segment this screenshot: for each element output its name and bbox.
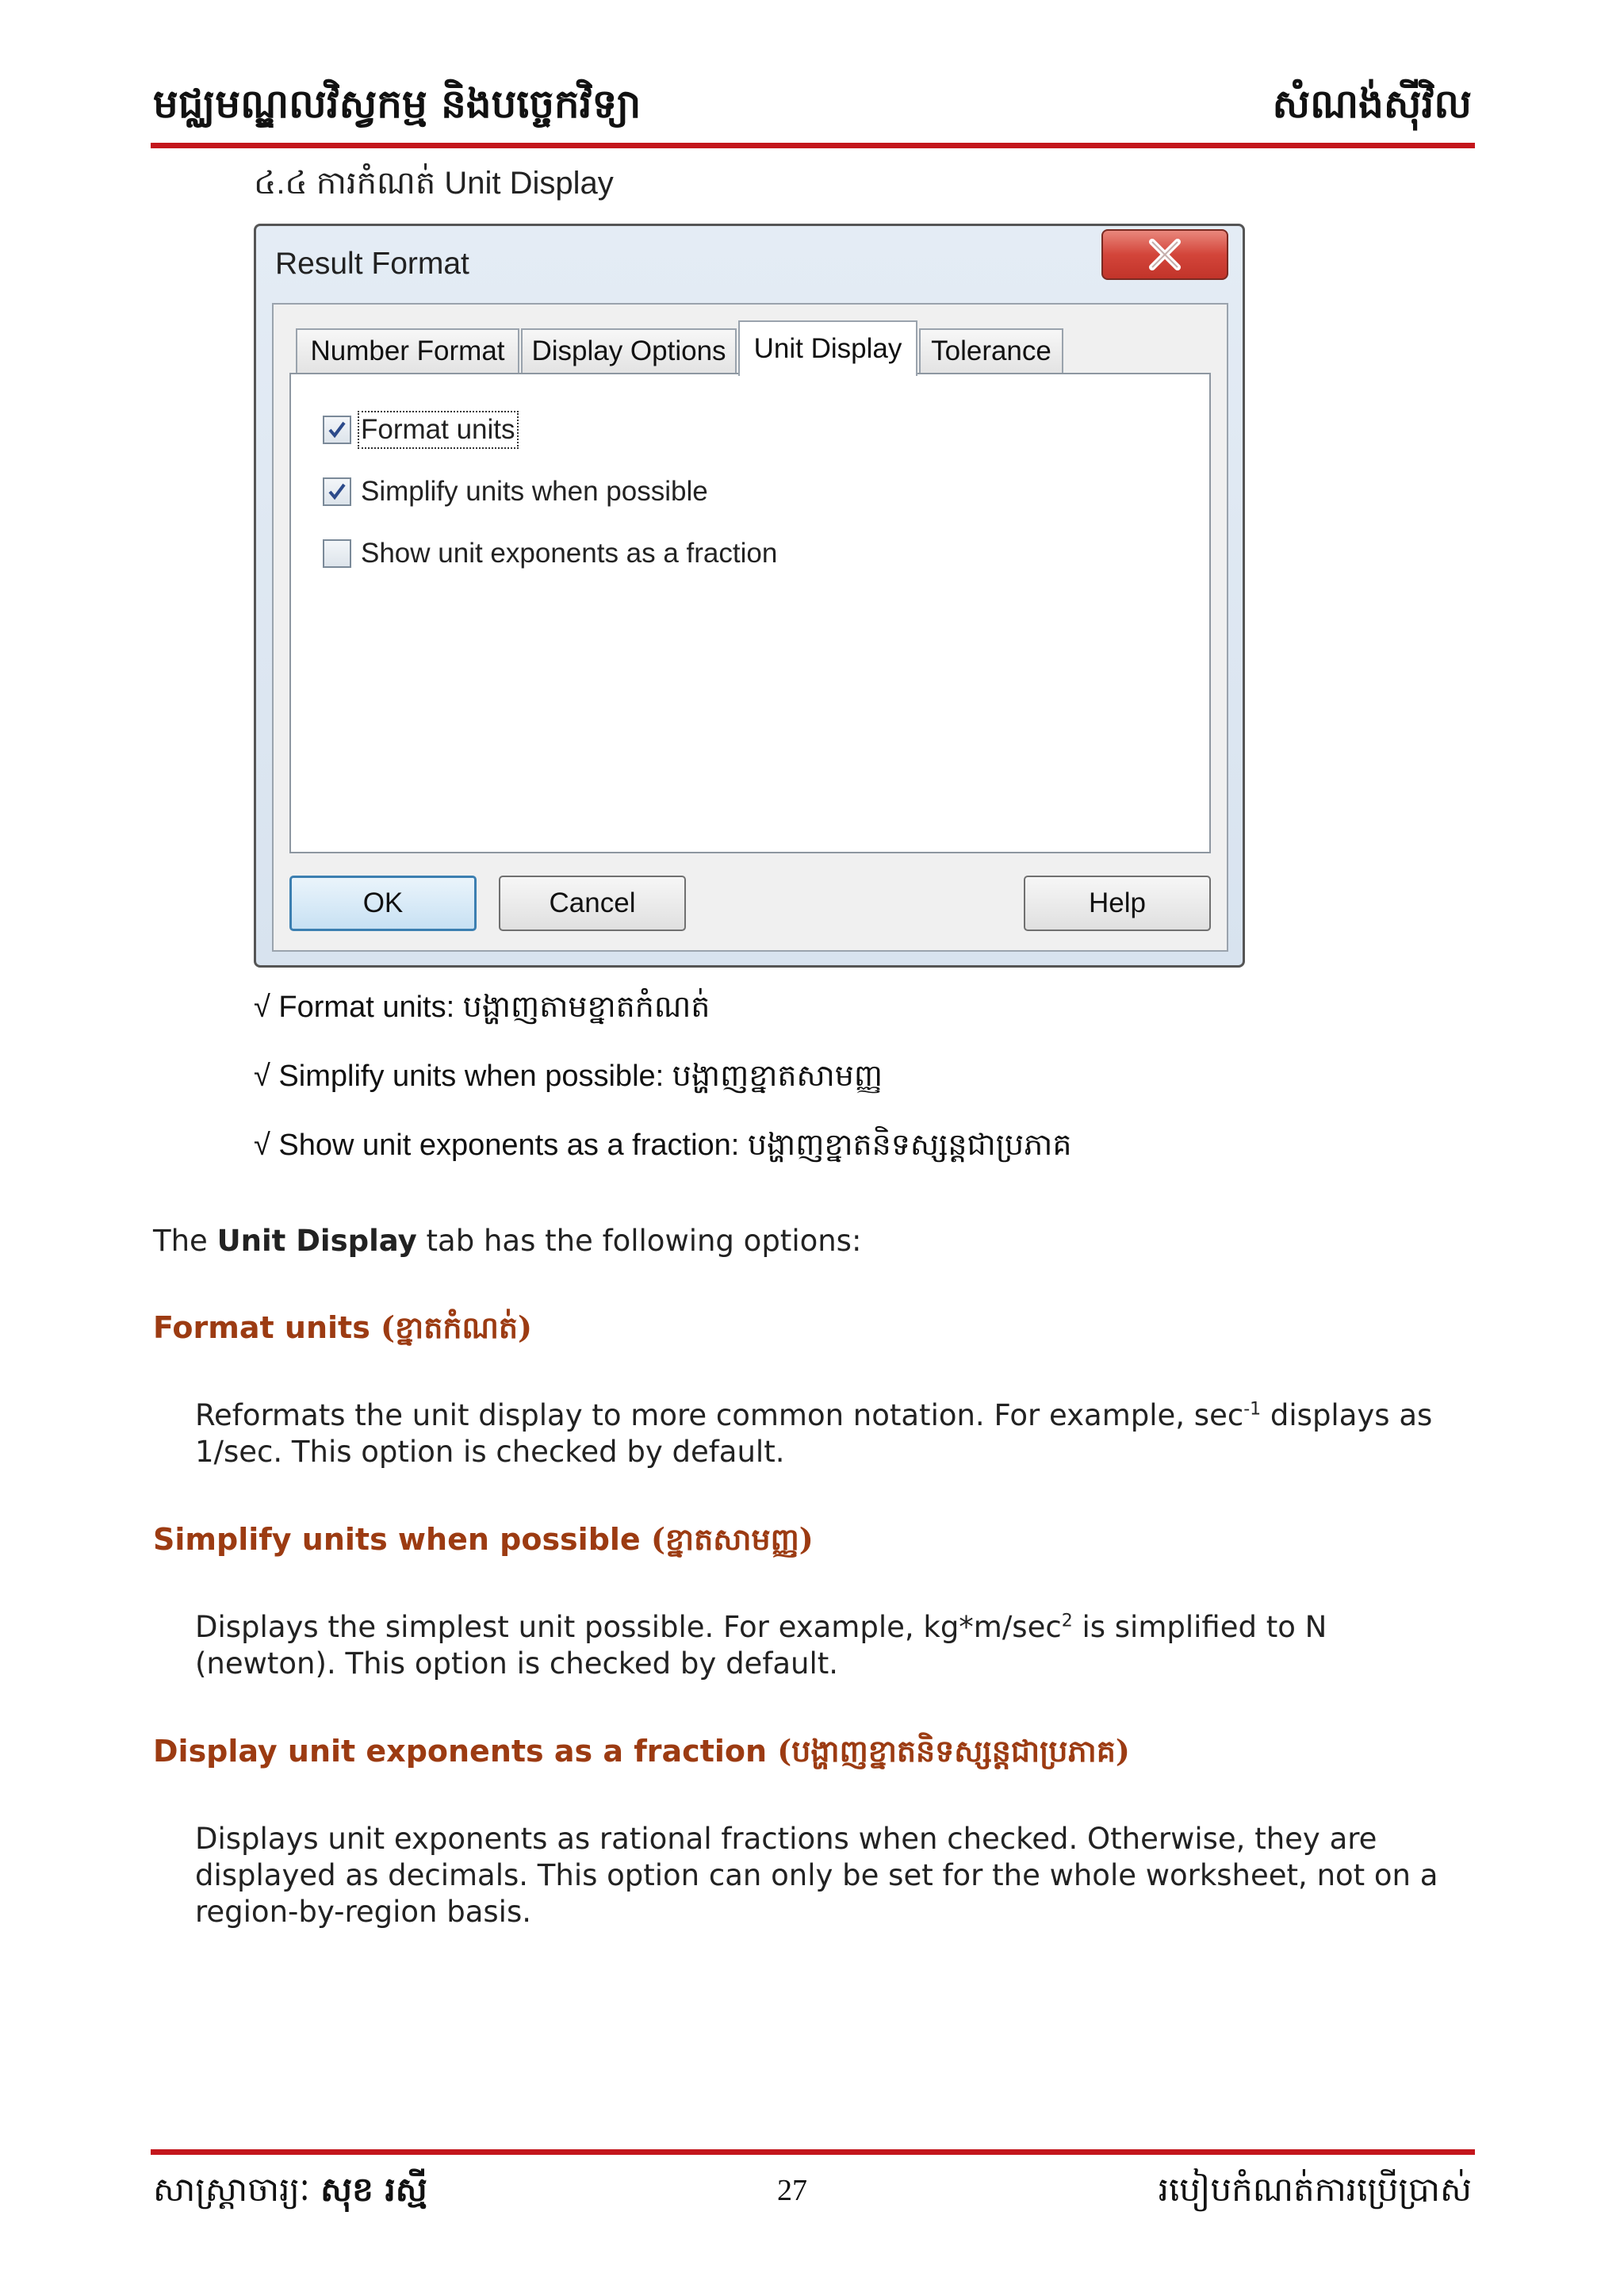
page-number: 27 [777, 2174, 807, 2207]
footer-instructor-label: សាស្ត្រាចារ្យៈ [153, 2170, 310, 2209]
heading-simplify-units [153, 1520, 814, 1565]
cancel-button[interactable]: Cancel [499, 876, 686, 931]
close-icon [1147, 239, 1182, 270]
format-units-label: Format units [361, 414, 515, 445]
superscript: 2 [1061, 1611, 1073, 1631]
tab-number-format[interactable]: Number Format [296, 328, 519, 373]
bullet-format-units [254, 987, 710, 1032]
intro-bold: Unit Display [216, 1224, 417, 1258]
check-mark: √ [254, 1060, 270, 1093]
tab-tolerance[interactable]: Tolerance [919, 328, 1063, 373]
bullet-show-exponents [254, 1125, 1071, 1170]
heading-text: Simplify units when possible [153, 1522, 641, 1557]
para-text: Displays the simplest unit possible. For example, kg*m/sec [195, 1610, 1062, 1644]
paragraph-simplify-units [195, 1609, 1448, 1682]
bullet-text: Simplify units when possible: បង្ហាញខ្នាតសាមញ្ញ [278, 1060, 883, 1093]
header-rule [151, 143, 1475, 148]
para-text: is simplified to N (newton). This option is checked by default. [195, 1610, 1327, 1681]
footer-rule [151, 2149, 1475, 2155]
section-title: ៤.៤ ការកំណត់ Unit Display [254, 166, 614, 201]
unit-display-panel [289, 373, 1211, 853]
show-exponents-option[interactable] [323, 538, 777, 569]
result-format-dialog [254, 224, 1245, 968]
heading-khmer: (ខ្នាតកំណត់) [381, 1309, 532, 1345]
footer-instructor [153, 2168, 427, 2217]
paragraph-unit-exponents [195, 1821, 1456, 1930]
heading-text: Display unit exponents as a fraction [153, 1734, 768, 1769]
simplify-units-option[interactable] [323, 476, 708, 508]
check-icon [326, 419, 348, 441]
intro-line [153, 1223, 861, 1259]
header-right-title: សំណង់ស៊ីវិល [1272, 80, 1472, 127]
simplify-units-label: Simplify units when possible [361, 476, 708, 507]
close-button[interactable] [1101, 229, 1228, 280]
help-button[interactable]: Help [1024, 876, 1211, 931]
show-exponents-label: Show unit exponents as a fraction [361, 538, 778, 569]
header-left-title: មជ្ឈមណ្ឌលវិស្វកម្ម និងបច្ចេកវិទ្យា [153, 80, 642, 127]
format-units-option[interactable] [323, 414, 515, 446]
dialog-title: Result Format [275, 247, 469, 281]
footer-instructor-name: សុខ រស្មី [320, 2170, 427, 2209]
bullet-text: Show unit exponents as a fraction: បង្ហាញខ្នាតនិទស្សន្តជាប្រភាគ [278, 1129, 1072, 1162]
footer-right-title: របៀបកំណត់ការប្រើប្រាស់ [1158, 2170, 1472, 2209]
tab-unit-display[interactable]: Unit Display [738, 320, 917, 376]
heading-khmer: (បង្ហាញខ្នាតនិទស្សន្តជាប្រភាគ) [777, 1733, 1130, 1769]
bullet-text: Format units: បង្ហាញតាមខ្នាតកំណត់ [278, 991, 710, 1024]
check-mark: √ [254, 991, 270, 1024]
superscript: -1 [1243, 1399, 1262, 1420]
check-icon [326, 481, 348, 503]
heading-text: Format units [153, 1310, 370, 1345]
bullet-simplify-units [254, 1056, 883, 1101]
intro-post: tab has the following options: [416, 1224, 862, 1258]
para-text: Reformats the unit display to more common notation. For example, sec [195, 1398, 1244, 1432]
para-text: Displays unit exponents as rational fractions when checked. Otherwise, they are displayed as decimals. This option can only be set for the whole worksheet, not on a region-by-region basis. [195, 1822, 1438, 1929]
dialog-content [272, 303, 1228, 952]
format-units-checkbox[interactable] [323, 416, 351, 444]
tab-display-options[interactable]: Display Options [521, 328, 737, 373]
heading-format-units [153, 1309, 532, 1353]
show-exponents-checkbox[interactable] [323, 539, 351, 568]
heading-unit-exponents [153, 1732, 1130, 1777]
ok-button[interactable]: OK [289, 876, 477, 931]
intro-pre: The [153, 1224, 217, 1258]
heading-khmer: (ខ្នាតសាមញ្ញ) [650, 1521, 814, 1557]
paragraph-format-units [195, 1397, 1448, 1470]
check-mark: √ [254, 1129, 270, 1162]
simplify-units-checkbox[interactable] [323, 477, 351, 506]
para-text: displays as 1/sec. This option is checked by default. [195, 1398, 1433, 1469]
